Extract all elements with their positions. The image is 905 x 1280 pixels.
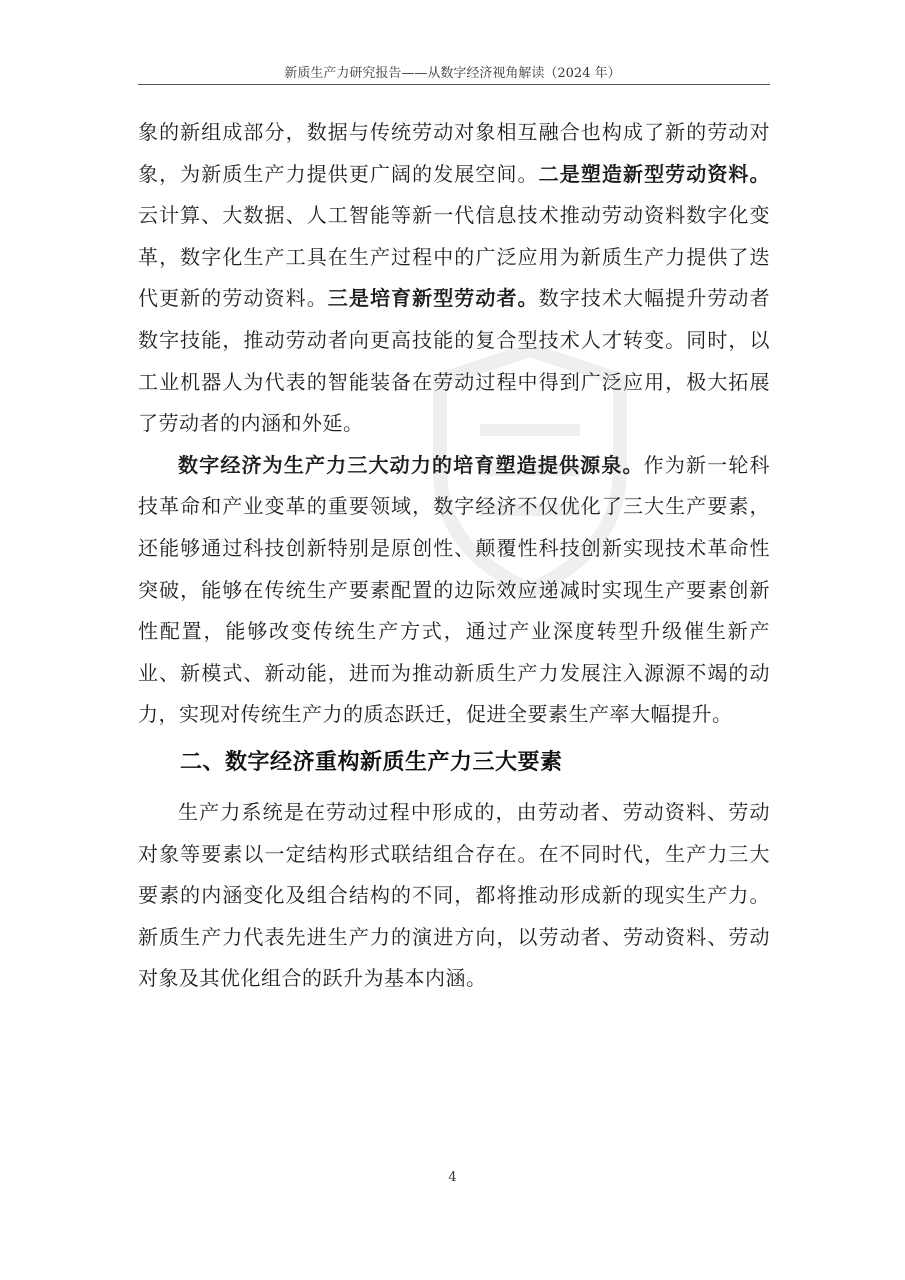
paragraph-labor-elements bbox=[138, 112, 770, 445]
header-rule bbox=[138, 84, 770, 85]
paragraph-text: 作为新一轮科技革命和产业变革的重要领域，数字经济不仅优化了三大生产要素，还能够通过科技创新特别是原创性、颠覆性科技创新实现技术革命性突破，能够在传统生产要素配置的边际效应递减时实现生产要素创新性配置，能够改变传统生产方式，通过产业深度转型升级催生新产业、新模式、新动能，进而为推动新质生产力发展注入源源不竭的动力，实现对传统生产力的质态跃迁，促进全要素生产率大幅提升。 bbox=[138, 452, 771, 727]
paragraph-text: 云计算、大数据、人工智能等新一代信息技术推动劳动资料数字化变革，数字化生产工具在生产过程中的广泛应用为新质生产力提供了迭代更新的劳动资料。 bbox=[138, 203, 770, 311]
lead-sentence: 数字经济为生产力三大动力的培育塑造提供源泉。 bbox=[178, 452, 644, 477]
section-heading: 二、数字经济重构新质生产力三大要素 bbox=[180, 749, 563, 775]
paragraph-driving-forces bbox=[138, 445, 770, 736]
running-header: 新质生产力研究报告——从数字经济视角解读（2024 年） bbox=[284, 66, 621, 81]
bold-phrase: 三是培育新型劳动者。 bbox=[327, 286, 539, 311]
page-number: 4 bbox=[448, 1170, 457, 1185]
body-text bbox=[138, 112, 770, 1000]
paragraph-text: 象的新组成部分，数据与传统劳动对象相互融合也构成了新的劳动对象，为新质生产力提供更广阔的发展空间。 bbox=[138, 120, 770, 186]
paragraph-productivity-system: 生产力系统是在劳动过程中形成的，由劳动者、劳动资料、劳动对象等要素以一定结构形式联结组合存在。在不同时代，生产力三大要素的内涵变化及组合结构的不同，都将推动形成新的现实生产力。新质生产力代表先进生产力的演进方向，以劳动者、劳动资料、劳动对象及其优化组合的跃升为基本内涵。 bbox=[138, 799, 770, 991]
bold-phrase: 二是塑造新型劳动资料。 bbox=[538, 161, 771, 186]
paragraph-text: 数字技术大幅提升劳动者数字技能，推动劳动者向更高技能的复合型技术人才转变。同时，以工业机器人为代表的智能装备在劳动过程中得到广泛应用，极大拓展了劳动者的内涵和外延。 bbox=[138, 286, 771, 436]
